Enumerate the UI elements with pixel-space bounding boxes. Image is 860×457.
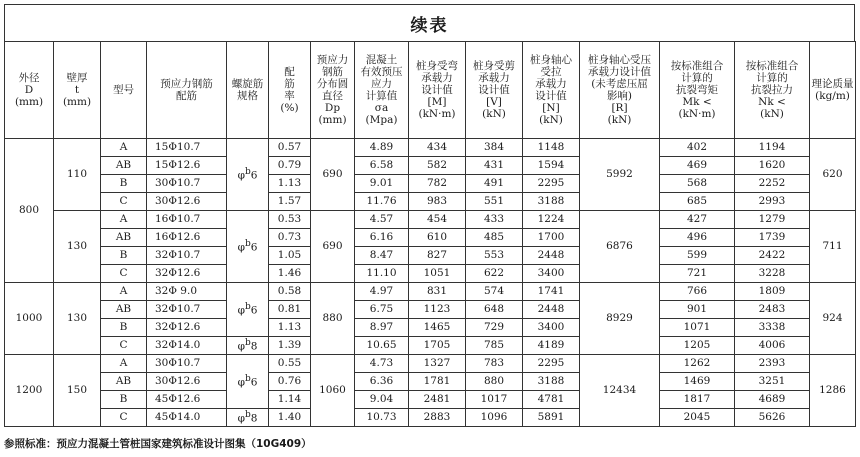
header-line: 预应力 bbox=[316, 53, 349, 66]
cell-crack-moment: 599 bbox=[660, 247, 735, 265]
header-line: Dp bbox=[324, 102, 341, 115]
cell-outer-diameter: 1000 bbox=[5, 283, 54, 355]
header-line: 应力 bbox=[371, 77, 392, 90]
cell-moment: 782 bbox=[409, 175, 466, 193]
cell-prestress-bars: 15Φ10.7 bbox=[147, 139, 227, 157]
cell-compression: 8929 bbox=[580, 283, 660, 355]
cell-tension: 3400 bbox=[523, 265, 580, 283]
cell-crack-moment: 568 bbox=[660, 175, 735, 193]
pile-spec-table bbox=[4, 41, 856, 427]
header-line: Mk < bbox=[682, 96, 712, 109]
cell-crack-tension: 3228 bbox=[735, 265, 810, 283]
cell-type: B bbox=[101, 175, 147, 193]
cell-crack-moment: 496 bbox=[660, 229, 735, 247]
cell-type: C bbox=[101, 193, 147, 211]
cell-crack-tension: 1194 bbox=[735, 139, 810, 157]
cell-compression: 6876 bbox=[580, 211, 660, 283]
cell-prestress-bars: 45Φ14.0 bbox=[147, 409, 227, 427]
cell-wall-thickness: 150 bbox=[54, 355, 101, 427]
table-row bbox=[5, 283, 856, 301]
cell-prestress-bars: 32Φ10.7 bbox=[147, 301, 227, 319]
cell-sigma: 11.76 bbox=[355, 193, 409, 211]
cell-ratio: 0.73 bbox=[269, 229, 311, 247]
cell-crack-tension: 3251 bbox=[735, 373, 810, 391]
cell-type: C bbox=[101, 337, 147, 355]
header-line: (未考虑压屈 bbox=[591, 77, 648, 90]
header-line: (kN·m) bbox=[678, 108, 716, 121]
cell-spiral: $\varphi^b8$ bbox=[227, 409, 269, 427]
cell-weight: 620 bbox=[810, 139, 856, 211]
cell-sigma: 8.47 bbox=[355, 247, 409, 265]
cell-shear: 485 bbox=[466, 229, 523, 247]
cell-moment: 983 bbox=[409, 193, 466, 211]
header-line: 按标准组合 bbox=[745, 59, 799, 72]
cell-crack-tension: 2993 bbox=[735, 193, 810, 211]
cell-ratio: 0.57 bbox=[269, 139, 311, 157]
cell-ratio: 0.76 bbox=[269, 373, 311, 391]
cell-spiral: $\varphi^b6$ bbox=[227, 211, 269, 283]
cell-crack-moment: 427 bbox=[660, 211, 735, 229]
cell-crack-tension: 4006 bbox=[735, 337, 810, 355]
table-row bbox=[5, 157, 856, 175]
header-line: 设计值 bbox=[535, 90, 567, 102]
cell-spiral: $\varphi^b6$ bbox=[227, 355, 269, 409]
header-line: 设计值 bbox=[478, 83, 510, 96]
cell-ratio: 0.79 bbox=[269, 157, 311, 175]
cell-crack-tension: 4689 bbox=[735, 391, 810, 409]
header-line: [M] bbox=[427, 96, 447, 109]
cell-shear: 491 bbox=[466, 175, 523, 193]
cell-shear: 384 bbox=[466, 139, 523, 157]
table-body bbox=[5, 139, 856, 427]
cell-moment: 831 bbox=[409, 283, 466, 301]
cell-tension: 2295 bbox=[523, 355, 580, 373]
table-row bbox=[5, 373, 856, 391]
header-row bbox=[5, 42, 856, 139]
cell-type: AB bbox=[101, 229, 147, 247]
table-row bbox=[5, 175, 856, 193]
cell-spiral: $\varphi^b8$ bbox=[227, 337, 269, 355]
header-sigma bbox=[355, 42, 409, 139]
cell-crack-tension: 2393 bbox=[735, 355, 810, 373]
cell-dp: 690 bbox=[311, 211, 355, 283]
cell-crack-moment: 766 bbox=[660, 283, 735, 301]
cell-crack-tension: 1739 bbox=[735, 229, 810, 247]
table-row bbox=[5, 193, 856, 211]
cell-shear: 648 bbox=[466, 301, 523, 319]
cell-prestress-bars: 32Φ10.7 bbox=[147, 247, 227, 265]
cell-sigma: 10.65 bbox=[355, 337, 409, 355]
header-line: 计算的 bbox=[756, 71, 788, 84]
cell-moment: 1465 bbox=[409, 319, 466, 337]
cell-ratio: 1.13 bbox=[269, 319, 311, 337]
cell-tension: 5891 bbox=[523, 409, 580, 427]
cell-shear: 574 bbox=[466, 283, 523, 301]
reference-note: 参照标准：预应力混凝土管桩国家建筑标准设计图集（10G409） bbox=[4, 438, 312, 450]
cell-crack-tension: 3338 bbox=[735, 319, 810, 337]
cell-ratio: 1.14 bbox=[269, 391, 311, 409]
header-line: t bbox=[74, 83, 80, 96]
header-line: 承载力 bbox=[535, 77, 567, 90]
cell-crack-moment: 721 bbox=[660, 265, 735, 283]
header-shear bbox=[466, 42, 523, 139]
cell-outer-diameter: 1200 bbox=[5, 355, 54, 427]
header-line: 直径 bbox=[322, 90, 343, 102]
cell-crack-moment: 469 bbox=[660, 157, 735, 175]
cell-moment: 1051 bbox=[409, 265, 466, 283]
header-line: 螺旋筋 bbox=[231, 77, 264, 90]
cell-moment: 610 bbox=[409, 229, 466, 247]
table-row bbox=[5, 139, 856, 157]
cell-sigma: 4.97 bbox=[355, 283, 409, 301]
cell-prestress-bars: 16Φ12.6 bbox=[147, 229, 227, 247]
cell-crack-moment: 685 bbox=[660, 193, 735, 211]
table-row bbox=[5, 391, 856, 409]
cell-prestress-bars: 30Φ10.7 bbox=[147, 355, 227, 373]
cell-tension: 4781 bbox=[523, 391, 580, 409]
table-row bbox=[5, 319, 856, 337]
cell-tension: 4189 bbox=[523, 337, 580, 355]
cell-sigma: 6.58 bbox=[355, 157, 409, 175]
cell-ratio: 1.39 bbox=[269, 337, 311, 355]
cell-sigma: 6.36 bbox=[355, 373, 409, 391]
cell-shear: 622 bbox=[466, 265, 523, 283]
table-row bbox=[5, 337, 856, 355]
cell-sigma: 9.01 bbox=[355, 175, 409, 193]
cell-tension: 1741 bbox=[523, 283, 580, 301]
header-weight bbox=[810, 42, 856, 139]
header-line: 规格 bbox=[237, 90, 258, 102]
cell-tension: 1700 bbox=[523, 229, 580, 247]
cell-prestress-bars: 32Φ12.6 bbox=[147, 265, 227, 283]
header-line: 分布圆 bbox=[316, 77, 349, 90]
cell-tension: 3188 bbox=[523, 193, 580, 211]
cell-shear: 783 bbox=[466, 355, 523, 373]
header-line: 理论质量 bbox=[811, 77, 854, 90]
cell-moment: 1123 bbox=[409, 301, 466, 319]
cell-moment: 1705 bbox=[409, 337, 466, 355]
table-title: 续表 bbox=[4, 4, 855, 41]
header-line: 抗裂弯矩 bbox=[676, 83, 718, 96]
cell-tension: 2448 bbox=[523, 247, 580, 265]
cell-crack-tension: 2483 bbox=[735, 301, 810, 319]
cell-crack-tension: 2422 bbox=[735, 247, 810, 265]
header-line: 设计值 bbox=[421, 83, 453, 96]
cell-shear: 1096 bbox=[466, 409, 523, 427]
cell-sigma: 10.73 bbox=[355, 409, 409, 427]
cell-crack-tension: 1809 bbox=[735, 283, 810, 301]
cell-crack-tension: 1279 bbox=[735, 211, 810, 229]
cell-ratio: 1.05 bbox=[269, 247, 311, 265]
cell-shear: 1017 bbox=[466, 391, 523, 409]
header-line: 承载力设计值 bbox=[588, 65, 651, 78]
cell-spiral: $\varphi^b6$ bbox=[227, 139, 269, 211]
cell-crack-moment: 1071 bbox=[660, 319, 735, 337]
header-line: (kN) bbox=[482, 108, 506, 121]
cell-prestress-bars: 15Φ12.6 bbox=[147, 157, 227, 175]
cell-prestress-bars: 30Φ12.6 bbox=[147, 193, 227, 211]
table-row bbox=[5, 211, 856, 229]
table-row bbox=[5, 247, 856, 265]
header-line: (mm) bbox=[318, 114, 347, 127]
cell-dp: 690 bbox=[311, 139, 355, 211]
cell-prestress-bars: 16Φ10.7 bbox=[147, 211, 227, 229]
cell-crack-moment: 1469 bbox=[660, 373, 735, 391]
cell-type: B bbox=[101, 319, 147, 337]
cell-moment: 454 bbox=[409, 211, 466, 229]
cell-sigma: 6.16 bbox=[355, 229, 409, 247]
cell-tension: 2448 bbox=[523, 301, 580, 319]
header-spiral bbox=[227, 42, 269, 139]
header-line: (mm) bbox=[62, 96, 92, 109]
header-line: [N] bbox=[542, 102, 560, 115]
cell-type: C bbox=[101, 409, 147, 427]
cell-moment: 434 bbox=[409, 139, 466, 157]
cell-type: AB bbox=[101, 373, 147, 391]
cell-crack-moment: 1262 bbox=[660, 355, 735, 373]
cell-sigma: 8.97 bbox=[355, 319, 409, 337]
header-dp bbox=[311, 42, 355, 139]
cell-crack-tension: 1620 bbox=[735, 157, 810, 175]
header-line: 配筋 bbox=[176, 90, 197, 102]
header-line: 抗裂拉力 bbox=[751, 83, 793, 96]
header-line: 有效预压 bbox=[360, 65, 403, 78]
cell-shear: 431 bbox=[466, 157, 523, 175]
cell-weight: 1286 bbox=[810, 355, 856, 427]
cell-prestress-bars: 45Φ12.6 bbox=[147, 391, 227, 409]
cell-moment: 2481 bbox=[409, 391, 466, 409]
cell-type: AB bbox=[101, 301, 147, 319]
cell-ratio: 0.53 bbox=[269, 211, 311, 229]
cell-moment: 1781 bbox=[409, 373, 466, 391]
cell-ratio: 0.58 bbox=[269, 283, 311, 301]
header-line: 钢筋 bbox=[322, 65, 343, 78]
header-line: 外径 bbox=[18, 71, 40, 84]
header-line: 计算的 bbox=[681, 71, 713, 84]
cell-dp: 1060 bbox=[311, 355, 355, 427]
cell-spiral: $\varphi^b6$ bbox=[227, 283, 269, 337]
header-line: [V] bbox=[486, 96, 502, 109]
cell-crack-moment: 1817 bbox=[660, 391, 735, 409]
header-line: 配 bbox=[284, 65, 295, 78]
header-line: 率 bbox=[284, 90, 295, 102]
cell-type: B bbox=[101, 391, 147, 409]
header-line: 计算值 bbox=[365, 90, 398, 102]
header-line: [R] bbox=[611, 102, 628, 115]
cell-crack-moment: 901 bbox=[660, 301, 735, 319]
header-line: 预应力钢筋 bbox=[160, 77, 213, 90]
header-line: (kN) bbox=[760, 108, 784, 121]
table-wrapper bbox=[4, 4, 855, 427]
cell-type: A bbox=[101, 211, 147, 229]
header-line: Nk < bbox=[758, 96, 786, 109]
header-moment bbox=[409, 42, 466, 139]
cell-dp: 880 bbox=[311, 283, 355, 355]
cell-sigma: 6.75 bbox=[355, 301, 409, 319]
cell-prestress-bars: 30Φ12.6 bbox=[147, 373, 227, 391]
header-wall-thickness bbox=[54, 42, 101, 139]
header-line: 桩身轴心受压 bbox=[588, 53, 651, 66]
header-line: 承载力 bbox=[421, 71, 453, 84]
table-row bbox=[5, 301, 856, 319]
cell-type: A bbox=[101, 139, 147, 157]
cell-sigma: 11.10 bbox=[355, 265, 409, 283]
cell-crack-moment: 2045 bbox=[660, 409, 735, 427]
header-line: 按标准组合 bbox=[670, 59, 724, 72]
header-line: (kN·m) bbox=[418, 108, 456, 121]
cell-shear: 729 bbox=[466, 319, 523, 337]
cell-moment: 827 bbox=[409, 247, 466, 265]
cell-crack-tension: 2252 bbox=[735, 175, 810, 193]
header-line: 桩身轴心 bbox=[530, 53, 572, 66]
cell-ratio: 1.57 bbox=[269, 193, 311, 211]
header-line: 承载力 bbox=[478, 71, 510, 84]
header-line: σa bbox=[374, 102, 389, 115]
header-line: 桩身受剪 bbox=[473, 59, 515, 72]
header-line: (mm) bbox=[14, 96, 44, 109]
cell-type: AB bbox=[101, 157, 147, 175]
cell-moment: 2883 bbox=[409, 409, 466, 427]
cell-prestress-bars: 30Φ10.7 bbox=[147, 175, 227, 193]
header-line: 混凝土 bbox=[365, 53, 398, 66]
cell-crack-moment: 1205 bbox=[660, 337, 735, 355]
cell-outer-diameter: 800 bbox=[5, 139, 54, 283]
table-row bbox=[5, 409, 856, 427]
cell-ratio: 0.55 bbox=[269, 355, 311, 373]
cell-tension: 1594 bbox=[523, 157, 580, 175]
header-compression bbox=[580, 42, 660, 139]
cell-ratio: 1.40 bbox=[269, 409, 311, 427]
cell-tension: 2295 bbox=[523, 175, 580, 193]
cell-weight: 924 bbox=[810, 283, 856, 355]
cell-type: A bbox=[101, 283, 147, 301]
cell-type: C bbox=[101, 265, 147, 283]
header-prestress-bars bbox=[147, 42, 227, 139]
table-row bbox=[5, 265, 856, 283]
cell-shear: 880 bbox=[466, 373, 523, 391]
cell-prestress-bars: 32Φ14.0 bbox=[147, 337, 227, 355]
header-reinforcement-ratio bbox=[269, 42, 311, 139]
header-line: (kN) bbox=[607, 114, 632, 127]
cell-wall-thickness: 130 bbox=[54, 211, 101, 283]
header-line: 桩身受弯 bbox=[416, 59, 458, 72]
header-line: D bbox=[24, 83, 34, 96]
cell-sigma: 4.73 bbox=[355, 355, 409, 373]
header-line: 筋 bbox=[284, 77, 295, 90]
cell-compression: 12434 bbox=[580, 355, 660, 427]
table-row bbox=[5, 229, 856, 247]
table-row bbox=[5, 355, 856, 373]
cell-ratio: 0.81 bbox=[269, 301, 311, 319]
cell-ratio: 1.46 bbox=[269, 265, 311, 283]
header-line: (kg/m) bbox=[815, 90, 850, 102]
header-crack-tension bbox=[735, 42, 810, 139]
cell-tension: 1148 bbox=[523, 139, 580, 157]
cell-sigma: 9.04 bbox=[355, 391, 409, 409]
cell-shear: 553 bbox=[466, 247, 523, 265]
cell-tension: 1224 bbox=[523, 211, 580, 229]
header-line: 受拉 bbox=[540, 65, 562, 78]
cell-shear: 551 bbox=[466, 193, 523, 211]
header-line: 壁厚 bbox=[66, 71, 88, 84]
cell-ratio: 1.13 bbox=[269, 175, 311, 193]
header-outer-diameter bbox=[5, 42, 54, 139]
cell-wall-thickness: 130 bbox=[54, 283, 101, 355]
cell-tension: 3400 bbox=[523, 319, 580, 337]
cell-weight: 711 bbox=[810, 211, 856, 283]
header-line: (%) bbox=[280, 102, 299, 115]
cell-shear: 785 bbox=[466, 337, 523, 355]
header-line: (Mpa) bbox=[365, 114, 398, 127]
cell-crack-moment: 402 bbox=[660, 139, 735, 157]
cell-sigma: 4.89 bbox=[355, 139, 409, 157]
cell-type: B bbox=[101, 247, 147, 265]
cell-shear: 433 bbox=[466, 211, 523, 229]
cell-compression: 5992 bbox=[580, 139, 660, 211]
header-line: (kN) bbox=[539, 114, 563, 127]
header-line: 影响) bbox=[606, 90, 633, 102]
cell-type: A bbox=[101, 355, 147, 373]
cell-prestress-bars: 32Φ12.6 bbox=[147, 319, 227, 337]
cell-moment: 1327 bbox=[409, 355, 466, 373]
cell-prestress-bars: 32Φ 9.0 bbox=[147, 283, 227, 301]
header-type: 型号 bbox=[101, 42, 147, 139]
cell-sigma: 4.57 bbox=[355, 211, 409, 229]
cell-wall-thickness: 110 bbox=[54, 139, 101, 211]
header-crack-moment bbox=[660, 42, 735, 139]
cell-moment: 582 bbox=[409, 157, 466, 175]
header-tension bbox=[523, 42, 580, 139]
cell-crack-tension: 5626 bbox=[735, 409, 810, 427]
cell-tension: 3188 bbox=[523, 373, 580, 391]
